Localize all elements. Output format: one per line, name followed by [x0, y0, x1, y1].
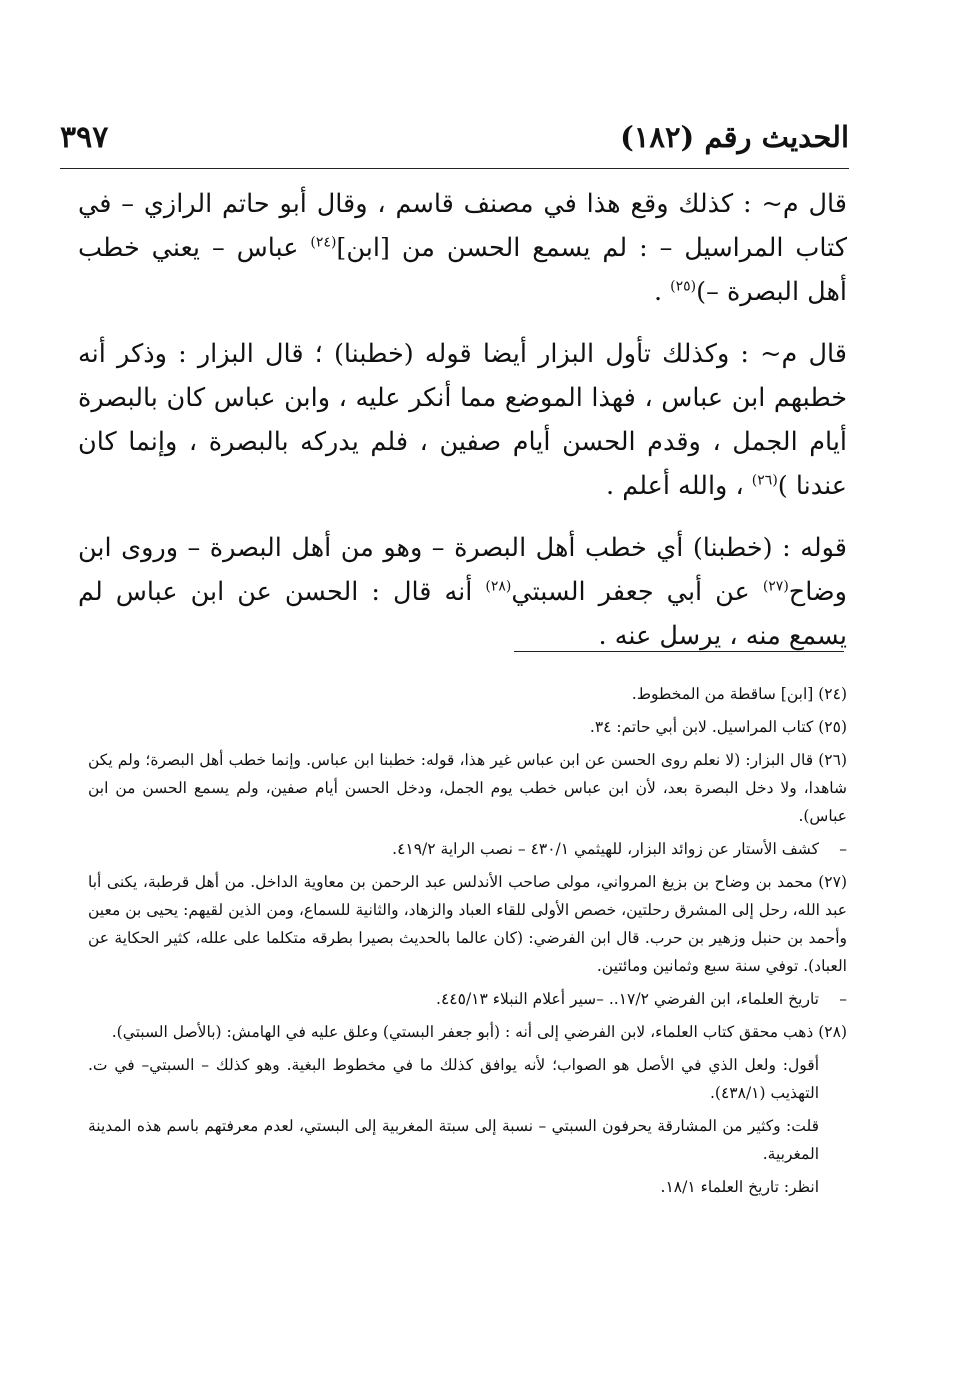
footnote-26-reference-text: كشف الأستار عن زوائد البزار، للهيثمي ٤٣٠/١ – نصب الراية ٤١٩/٢. [392, 840, 819, 858]
footnote-ref-26: (٢٦) [751, 472, 778, 489]
footnote-28-paragraph-3: قلت: وكثير من المشارقة يحرفون السبتي – نسبة إلى سبتة المغربية إلى البستي، لعدم معرفتهم باسم هذه المدينة المغربية. [88, 1117, 819, 1163]
footnote-27-reference [88, 985, 847, 1013]
paragraph-2-part-a: قال م~ : وكذلك تأول البزار أيضا قوله (خطبنا) ؛ قال البزار : وذكر أنه خطبهم ابن عباس ، فهذا الموضع مما أنكر عليه ، وابن عباس كان بالبصرة أيام الجمل ، وقدم الحسن أيام صفين ، فلم يدركه بالبصرة ، وإنما كان عندنا ) [78, 339, 847, 501]
footnote-28-paragraph-2: أقول: ولعل الذي في الأصل هو الصواب؛ لأنه يوافق كذلك ما في مخطوط البغية. وهو كذلك – السبتي– في ت. التهذيب (٤٣٨/١). [88, 1056, 819, 1102]
footnote-divider [514, 651, 844, 652]
footnote-ref-25: (٢٥) [670, 278, 697, 295]
paragraph-3 [78, 526, 847, 658]
paragraph-2 [78, 332, 847, 508]
paragraph-3-part-a: قوله : (خطبنا) أي خطب أهل البصرة – وهو من أهل البصرة – وروى ابن وضاح [78, 533, 847, 607]
paragraph-1-part-c: . [653, 277, 671, 307]
footnote-ref-27: (٢٧) [762, 578, 789, 595]
paragraph-2-part-b: ، والله أعلم . [606, 471, 752, 501]
paragraph-3-part-b: عن أبي جعفر السبتي [511, 577, 763, 607]
footnote-26: (٢٦) قال البزار: (لا نعلم روى الحسن عن ابن عباس غير هذا، قوله: خطبنا ابن عباس. وإنما خطب أهل البصرة؛ ولم يكن شاهدا، ولا دخل البصرة بعد، لأن ابن عباس خطب يوم الجمل، ودخل الحسن أيام صفين، ولم يسمع الحسن من ابن عباس). [88, 751, 847, 825]
paragraph-1-part-b: عباس – يعني خطب أهل البصرة –) [78, 233, 847, 307]
dash-bullet-icon: – [839, 990, 847, 1008]
paragraph-3-part-c: أنه قال : الحسن عن ابن عباس لم يسمع منه ، يرسل عنه . [78, 577, 847, 651]
dash-bullet-icon: – [839, 840, 847, 858]
footnote-25: (٢٥) كتاب المراسيل. لابن أبي حاتم: ٣٤. [589, 718, 847, 736]
footnote-24: (٢٤) [ابن] ساقطة من المخطوط. [631, 685, 847, 703]
footnote-27: (٢٧) محمد بن وضاح بن بزيغ المرواني، مولى صاحب الأندلس عبد الرحمن بن معاوية الداخل. من أهل قرطبة، يكنى أبا عبد الله، رحل إلى المشرق رحلتين، خصص الأولى للقاء العباد والزهاد، والثانية للسماع، ومن الذين لقيهم: يحيى بن معين وأحمد بن حنبل وزهير بن حرب. قال ابن الفرضي: (كان عالما بالحديث بصيرا بطرقه متكلما على علله، كثير الحكاية عن العباد). توفي سنة سبع وثمانين ومائتين. [88, 873, 847, 975]
running-title: الحديث رقم (١٨٢) [620, 120, 849, 154]
footnote-26-reference [88, 835, 847, 863]
paragraph-1 [78, 182, 847, 314]
page-header [60, 112, 849, 169]
footnote-ref-24: (٢٤) [310, 234, 337, 251]
footnote-28-paragraph-4: انظر: تاريخ العلماء ١٨/١. [660, 1178, 819, 1196]
footnotes [88, 680, 847, 1206]
footnote-ref-28: (٢٨) [485, 578, 512, 595]
footnote-28: (٢٨) ذهب محقق كتاب العلماء، لابن الفرضي إلى أنه : (أبو جعفر البستي) وعلق عليه في الهامش: (بالأصل السبتي). [111, 1023, 847, 1041]
paragraph-1-part-a: قال م~ : كذلك وقع هذا في مصنف قاسم ، وقال أبو حاتم الرازي – في كتاب المراسيل – : لم يسمع الحسن من [ابن] [78, 189, 847, 263]
main-text [78, 182, 847, 676]
page-number: ٣٩٧ [60, 119, 109, 155]
footnote-27-reference-text: تاريخ العلماء، ابن الفرضي ١٧/٢.. –سير أعلام النبلاء ٤٤٥/١٣. [436, 990, 819, 1008]
